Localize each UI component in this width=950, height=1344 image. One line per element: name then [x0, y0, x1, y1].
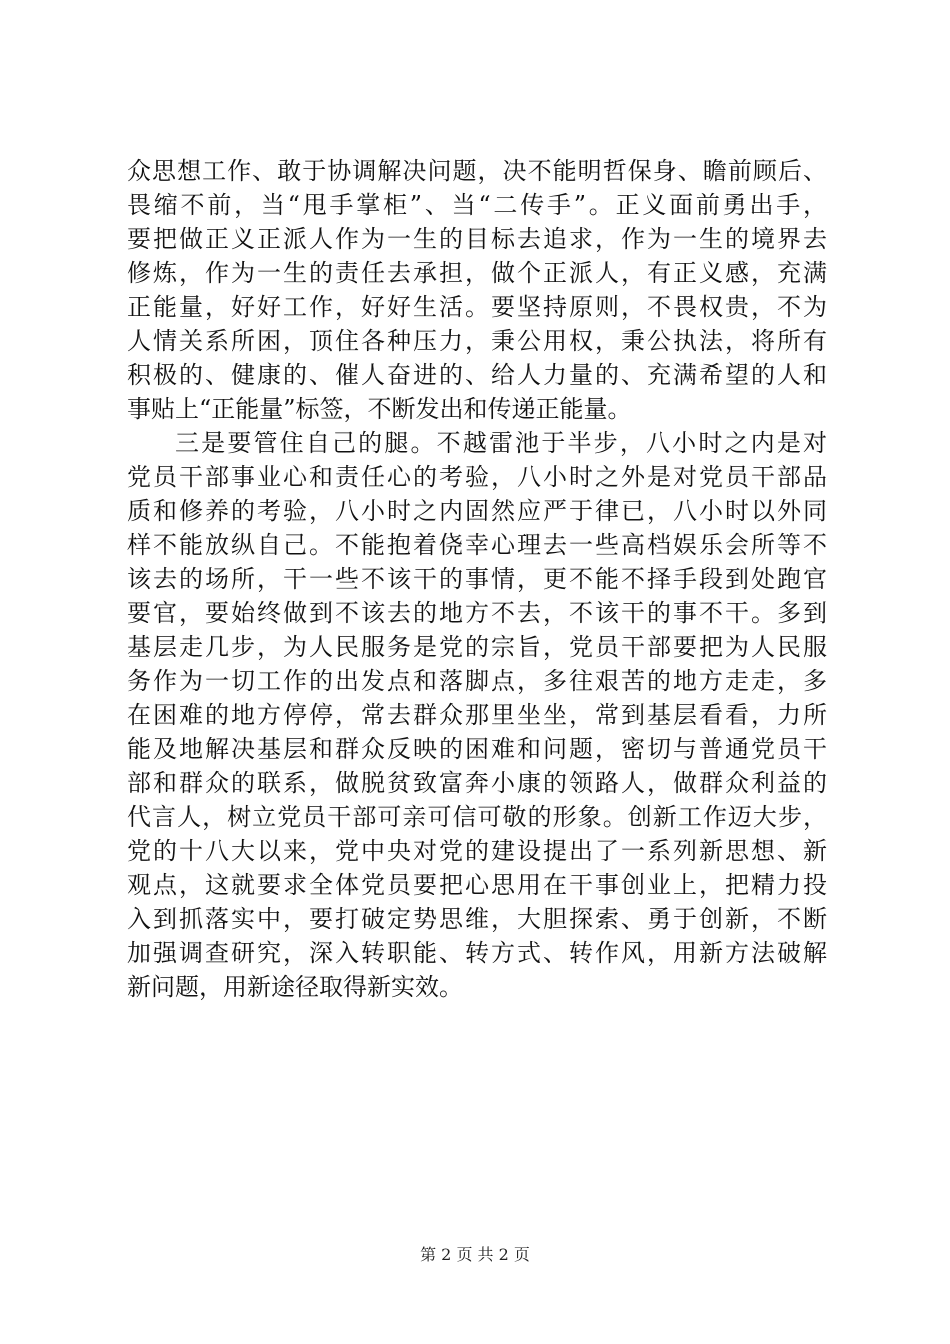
text-line: 该去的场所，干一些不该干的事情，更不能不择手段到处跑官 [127, 565, 827, 593]
text-line: 入到抓落实中，要打破定势思维，大胆探索、勇于创新，不断 [127, 905, 827, 933]
text-line: 积极的、健康的、催人奋进的、给人力量的、充满希望的人和 [127, 361, 827, 389]
text-line: 代言人，树立党员干部可亲可信可敬的形象。创新工作迈大步， [127, 803, 827, 831]
text-line: 要把做正义正派人作为一生的目标去追求，作为一生的境界去 [127, 225, 827, 253]
text-line: 加强调查研究，深入转职能、转方式、转作风，用新方法破解 [127, 939, 827, 967]
body-text [127, 154, 827, 1004]
text-line: 众思想工作、敢于协调解决问题，决不能明哲保身、瞻前顾后、 [127, 157, 827, 185]
text-line: 畏缩不前，当“甩手掌柜”、当“二传手”。正义面前勇出手， [127, 191, 827, 219]
text-line: 要官，要始终做到不该去的地方不去，不该干的事不干。多到 [127, 599, 827, 627]
text-line: 党员干部事业心和责任心的考验，八小时之外是对党员干部品 [127, 463, 827, 491]
text-line: 能及地解决基层和群众反映的困难和问题，密切与普通党员干 [127, 735, 827, 763]
text-line: 新问题，用新途径取得新实效。 [127, 973, 463, 1001]
page-number-footer: 第 2 页 共 2 页 [420, 1245, 530, 1264]
text-line: 观点，这就要求全体党员要把心思用在干事创业上，把精力投 [127, 871, 827, 899]
text-line: 在困难的地方停停，常去群众那里坐坐，常到基层看看，力所 [127, 701, 827, 729]
text-line: 质和修养的考验，八小时之内固然应严于律已，八小时以外同 [127, 497, 827, 525]
text-line: 基层走几步，为人民服务是党的宗旨，党员干部要把为人民服 [127, 633, 827, 661]
text-line: 党的十八大以来，党中央对党的建设提出了一系列新思想、新 [127, 837, 827, 865]
text-line: 正能量，好好工作，好好生活。要坚持原则，不畏权贵，不为 [127, 293, 827, 321]
text-line: 修炼，作为一生的责任去承担，做个正派人，有正义感，充满 [127, 259, 827, 287]
text-line: 样不能放纵自己。不能抱着侥幸心理去一些高档娱乐会所等不 [127, 531, 827, 559]
text-line: 人情关系所困，顶住各种压力，秉公用权，秉公执法，将所有 [127, 327, 827, 355]
text-line: 部和群众的联系，做脱贫致富奔小康的领路人，做群众利益的 [127, 769, 827, 797]
paragraph-start-line: 三是要管住自己的腿。不越雷池于半步，八小时之内是对 [175, 429, 827, 457]
text-line: 务作为一切工作的出发点和落脚点，多往艰苦的地方走走，多 [127, 667, 827, 695]
text-line: 事贴上“正能量”标签，不断发出和传递正能量。 [127, 395, 632, 423]
